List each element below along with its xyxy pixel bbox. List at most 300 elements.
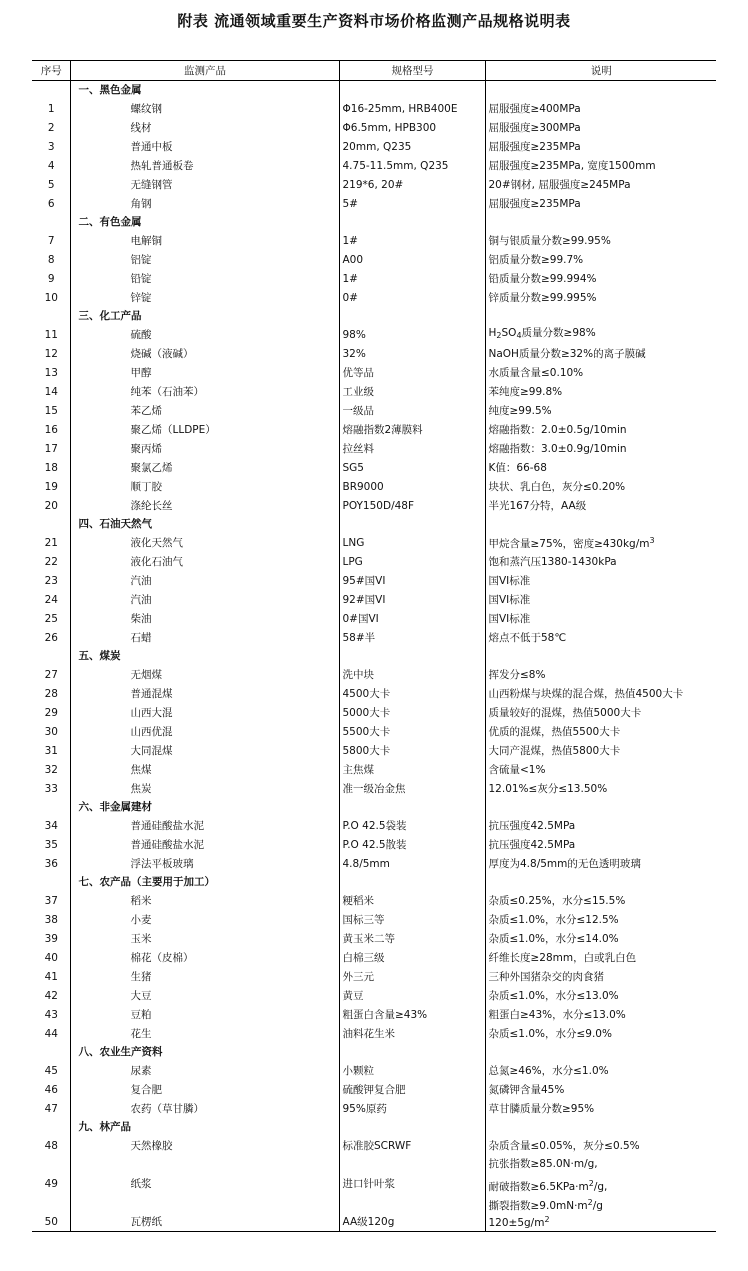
spec-value: 0#国VI [339, 609, 485, 628]
table-row [32, 835, 716, 854]
spec-value: 95%原药 [339, 1099, 485, 1118]
spec-value: 工业级 [339, 382, 485, 401]
subscript: 4 [516, 331, 522, 340]
description: 挥发分≤8% [485, 665, 716, 684]
table-row [32, 779, 716, 798]
desc-part: 撕裂指数≥9.0mN·m [488, 1200, 588, 1212]
description: 块状、乳白色，灰分≤0.20% [485, 477, 716, 496]
spec-cell [339, 647, 485, 665]
spec-table [32, 60, 716, 1232]
table-row [32, 401, 716, 420]
description: 纤维长度≥28mm，白或乳白色 [485, 948, 716, 967]
product-name: 普通硅酸盐水泥 [70, 835, 339, 854]
table-row [32, 439, 716, 458]
row-number: 29 [44, 706, 58, 719]
desc-part: 甲烷含量≥75%，密度≥430kg/m [488, 538, 650, 550]
product-name: 液化石油气 [70, 552, 339, 571]
spec-value: 进口针叶浆 [339, 1155, 485, 1212]
description: 屈服强度≥235MPa [485, 137, 716, 156]
product-name: 螺纹钢 [70, 99, 339, 118]
desc-part: 120±5g/m [488, 1217, 545, 1229]
row-number: 48 [44, 1139, 58, 1152]
description-line: 抗张指数≥85.0N·m/g, [488, 1158, 598, 1170]
product-name: 大同混煤 [70, 741, 339, 760]
table-row [32, 496, 716, 515]
row-number: 35 [44, 838, 58, 851]
superscript: 3 [649, 536, 655, 545]
row-number-cell [32, 81, 70, 100]
description: 锌质量分数≥99.995% [485, 288, 716, 307]
table-row [32, 1099, 716, 1118]
table-row [32, 854, 716, 873]
description: 屈服强度≥235MPa [485, 194, 716, 213]
table-row [32, 1080, 716, 1099]
product-name: 铅锭 [70, 269, 339, 288]
row-number: 42 [44, 989, 58, 1002]
product-name: 小麦 [70, 910, 339, 929]
category-label: 三、化工产品 [70, 307, 339, 325]
description: 国VI标准 [485, 609, 716, 628]
description: 杂质≤0.25%，水分≤15.5% [485, 891, 716, 910]
category-row [32, 515, 716, 533]
row-number: 7 [47, 234, 55, 247]
superscript: 2 [544, 1215, 550, 1224]
desc-cell [485, 873, 716, 891]
product-name: 山西优混 [70, 722, 339, 741]
table-row [32, 628, 716, 647]
spec-value: 0# [339, 288, 485, 307]
description: 厚度为4.8/5mm的无色透明玻璃 [485, 854, 716, 873]
table-row [32, 250, 716, 269]
desc-cell [485, 81, 716, 100]
spec-value: 32% [339, 344, 485, 363]
spec-value: 1# [339, 231, 485, 250]
row-number: 47 [44, 1102, 58, 1115]
spec-value: 4.75-11.5mm, Q235 [339, 156, 485, 175]
product-name: 柴油 [70, 609, 339, 628]
category-label: 一、黑色金属 [70, 81, 339, 100]
description: 草甘膦质量分数≥95% [485, 1099, 716, 1118]
header-spec: 规格型号 [339, 61, 485, 81]
spec-cell [339, 213, 485, 231]
description: 铅质量分数≥99.994% [485, 269, 716, 288]
desc-cell [485, 307, 716, 325]
table-row [32, 590, 716, 609]
spec-value: 白棉三级 [339, 948, 485, 967]
header-no: 序号 [32, 61, 70, 81]
category-row [32, 307, 716, 325]
product-name: 电解铜 [70, 231, 339, 250]
category-label: 五、煤炭 [70, 647, 339, 665]
description: 半光167分特，AA级 [485, 496, 716, 515]
row-number-cell [32, 1043, 70, 1061]
superscript: 2 [588, 1179, 594, 1188]
row-number: 3 [47, 140, 55, 153]
row-number: 17 [44, 442, 58, 455]
description: 氮磷钾含量45% [485, 1080, 716, 1099]
description: 杂质≤1.0%，水分≤13.0% [485, 986, 716, 1005]
product-name: 天然橡胶 [70, 1136, 339, 1155]
table-row [32, 665, 716, 684]
description: 纯度≥99.5% [485, 401, 716, 420]
spec-value: 5500大卡 [339, 722, 485, 741]
desc-cell [485, 1118, 716, 1136]
product-name: 硫酸 [70, 325, 339, 344]
spec-value: 国标三等 [339, 910, 485, 929]
desc-part: 耐破指数≥6.5KPa·m [488, 1181, 589, 1193]
spec-value: 优等品 [339, 363, 485, 382]
description: 饱和蒸汽压1380-1430kPa [485, 552, 716, 571]
row-number: 5 [47, 178, 55, 191]
spec-value: 95#国VI [339, 571, 485, 590]
spec-value: 5000大卡 [339, 703, 485, 722]
table-row [32, 760, 716, 779]
description: 含硫量<1% [485, 760, 716, 779]
spec-value: 219*6, 20# [339, 175, 485, 194]
row-number: 2 [47, 121, 55, 134]
description: NaOH质量分数≥32%的离子膜碱 [485, 344, 716, 363]
product-name: 锌锭 [70, 288, 339, 307]
description [485, 1212, 716, 1232]
row-number: 33 [44, 782, 58, 795]
product-name: 无烟煤 [70, 665, 339, 684]
product-name: 农药（草甘膦） [70, 1099, 339, 1118]
row-number: 39 [44, 932, 58, 945]
row-number: 6 [47, 197, 55, 210]
product-name: 角钢 [70, 194, 339, 213]
row-number: 12 [44, 347, 58, 360]
desc-part: /g [592, 1200, 603, 1212]
product-name: 汽油 [70, 590, 339, 609]
spec-value: 5# [339, 194, 485, 213]
category-row [32, 647, 716, 665]
spec-cell [339, 873, 485, 891]
description: 抗压强度42.5MPa [485, 835, 716, 854]
description: 杂质≤1.0%，水分≤14.0% [485, 929, 716, 948]
table-row [32, 816, 716, 835]
row-number: 40 [44, 951, 58, 964]
row-number: 10 [44, 291, 58, 304]
product-name: 纯苯（石油苯） [70, 382, 339, 401]
header-product: 监测产品 [70, 61, 339, 81]
description: 质量较好的混煤，热值5000大卡 [485, 703, 716, 722]
spec-value: A00 [339, 250, 485, 269]
product-name: 聚氯乙烯 [70, 458, 339, 477]
desc-part: 质量分数≥98% [521, 327, 596, 339]
product-name: 石蜡 [70, 628, 339, 647]
table-row [32, 609, 716, 628]
row-number: 36 [44, 857, 58, 870]
product-name: 纸浆 [70, 1155, 339, 1212]
description-line [489, 1193, 715, 1212]
product-name: 热轧普通板卷 [70, 156, 339, 175]
category-label: 六、非金属建材 [70, 798, 339, 816]
spec-value: Φ16-25mm, HRB400E [339, 99, 485, 118]
table-row [32, 552, 716, 571]
desc-cell [485, 647, 716, 665]
category-label: 二、有色金属 [70, 213, 339, 231]
row-number: 46 [44, 1083, 58, 1096]
spec-value: 1# [339, 269, 485, 288]
description: 苯纯度≥99.8% [485, 382, 716, 401]
table-row [32, 1024, 716, 1043]
table-row [32, 175, 716, 194]
row-number: 24 [44, 593, 58, 606]
product-name: 大豆 [70, 986, 339, 1005]
table-row [32, 194, 716, 213]
desc-cell [485, 798, 716, 816]
row-number: 22 [44, 555, 58, 568]
desc-part: SO [501, 327, 517, 339]
spec-value: 4500大卡 [339, 684, 485, 703]
category-label: 四、石油天然气 [70, 515, 339, 533]
row-number: 14 [44, 385, 58, 398]
table-row [32, 1136, 716, 1155]
table-row [32, 891, 716, 910]
table-row [32, 269, 716, 288]
header-row [32, 61, 716, 81]
table-row [32, 231, 716, 250]
product-name: 铝锭 [70, 250, 339, 269]
description: 大同产混煤，热值5800大卡 [485, 741, 716, 760]
product-name: 焦煤 [70, 760, 339, 779]
row-number: 4 [47, 159, 55, 172]
spec-value: SG5 [339, 458, 485, 477]
superscript: 2 [587, 1198, 593, 1207]
product-name: 玉米 [70, 929, 339, 948]
product-name: 线材 [70, 118, 339, 137]
category-label: 七、农产品（主要用于加工） [70, 873, 339, 891]
description: 粗蛋白≥43%，水分≤13.0% [485, 1005, 716, 1024]
spec-value: 标准胶SCRWF [339, 1136, 485, 1155]
spec-value: 外三元 [339, 967, 485, 986]
spec-value: 黄玉米二等 [339, 929, 485, 948]
product-name: 尿素 [70, 1061, 339, 1080]
description: 屈服强度≥300MPa [485, 118, 716, 137]
table-row [32, 929, 716, 948]
desc-part: /g, [593, 1181, 608, 1193]
product-name: 浮法平板玻璃 [70, 854, 339, 873]
product-name: 花生 [70, 1024, 339, 1043]
description-line [489, 1174, 715, 1193]
row-number: 19 [44, 480, 58, 493]
spec-value: 58#半 [339, 628, 485, 647]
product-name: 普通中板 [70, 137, 339, 156]
spec-cell [339, 307, 485, 325]
description: 国VI标准 [485, 590, 716, 609]
row-number-cell [32, 798, 70, 816]
spec-value: 5800大卡 [339, 741, 485, 760]
product-name: 复合肥 [70, 1080, 339, 1099]
description: 山西粉煤与块煤的混合煤，热值4500大卡 [485, 684, 716, 703]
spec-cell [339, 798, 485, 816]
spec-cell [339, 515, 485, 533]
row-number-cell [32, 213, 70, 231]
table-row [32, 99, 716, 118]
spec-value: 洗中块 [339, 665, 485, 684]
header-desc: 说明 [485, 61, 716, 81]
spec-value: 20mm, Q235 [339, 137, 485, 156]
table-row [32, 533, 716, 552]
row-number-cell [32, 647, 70, 665]
spec-value: 98% [339, 325, 485, 344]
spec-value: 小颗粒 [339, 1061, 485, 1080]
spec-value: Φ6.5mm, HPB300 [339, 118, 485, 137]
category-label: 九、林产品 [70, 1118, 339, 1136]
description [485, 325, 716, 344]
row-number: 8 [47, 253, 55, 266]
spec-value: POY150D/48F [339, 496, 485, 515]
description: K值：66-68 [485, 458, 716, 477]
description: 抗压强度42.5MPa [485, 816, 716, 835]
product-name: 甲醇 [70, 363, 339, 382]
row-number: 23 [44, 574, 58, 587]
table-row [32, 741, 716, 760]
row-number-cell [32, 1118, 70, 1136]
description: 杂质≤1.0%，水分≤12.5% [485, 910, 716, 929]
product-name: 普通硅酸盐水泥 [70, 816, 339, 835]
spec-value: LNG [339, 533, 485, 552]
category-row [32, 873, 716, 891]
spec-value: 拉丝料 [339, 439, 485, 458]
spec-cell [339, 81, 485, 100]
desc-cell [485, 515, 716, 533]
spec-value: P.O 42.5散装 [339, 835, 485, 854]
table-row [32, 986, 716, 1005]
row-number-cell [32, 307, 70, 325]
table-row [32, 684, 716, 703]
description: 三种外国猪杂交的肉食猪 [485, 967, 716, 986]
description: 杂质≤1.0%，水分≤9.0% [485, 1024, 716, 1043]
spec-value: 硫酸钾复合肥 [339, 1080, 485, 1099]
spec-value: 黄豆 [339, 986, 485, 1005]
category-row [32, 81, 716, 100]
description: 铜与银质量分数≥99.95% [485, 231, 716, 250]
description: 20#钢材, 屈服强度≥245MPa [485, 175, 716, 194]
row-number: 43 [44, 1008, 58, 1021]
row-number: 37 [44, 894, 58, 907]
spec-value: 92#国VI [339, 590, 485, 609]
row-number: 49 [44, 1177, 58, 1190]
spec-value: 一级品 [339, 401, 485, 420]
row-number-cell [32, 873, 70, 891]
description: 铝质量分数≥99.7% [485, 250, 716, 269]
row-number-cell [32, 515, 70, 533]
description: 熔融指数：2.0±0.5g/10min [485, 420, 716, 439]
product-name: 液化天然气 [70, 533, 339, 552]
spec-value: 准一级冶金焦 [339, 779, 485, 798]
spec-value: 粳稻米 [339, 891, 485, 910]
page-title: 附表 流通领域重要生产资料市场价格监测产品规格说明表 [177, 12, 571, 30]
subscript: 2 [496, 331, 502, 340]
category-row [32, 213, 716, 231]
row-number: 15 [44, 404, 58, 417]
table-row [32, 477, 716, 496]
spec-value: 主焦煤 [339, 760, 485, 779]
table-row [32, 325, 716, 344]
description: 屈服强度≥400MPa [485, 99, 716, 118]
table-row [32, 571, 716, 590]
spec-value: 熔融指数2薄膜料 [339, 420, 485, 439]
product-name: 涤纶长丝 [70, 496, 339, 515]
row-number: 13 [44, 366, 58, 379]
desc-cell [485, 213, 716, 231]
product-name: 焦炭 [70, 779, 339, 798]
spec-value: 4.8/5mm [339, 854, 485, 873]
spec-value: LPG [339, 552, 485, 571]
row-number: 31 [44, 744, 58, 757]
row-number: 25 [44, 612, 58, 625]
table-row [32, 118, 716, 137]
description: 水质量含量≤0.10% [485, 363, 716, 382]
description: 总氮≥46%，水分≤1.0% [485, 1061, 716, 1080]
row-number: 41 [44, 970, 58, 983]
spec-cell [339, 1118, 485, 1136]
table-row [32, 948, 716, 967]
spec-value: 粗蛋白含量≥43% [339, 1005, 485, 1024]
table-row [32, 910, 716, 929]
spec-value: BR9000 [339, 477, 485, 496]
category-row [32, 798, 716, 816]
spec-cell [339, 1043, 485, 1061]
table-row [32, 288, 716, 307]
spec-value: P.O 42.5袋装 [339, 816, 485, 835]
table-row [32, 382, 716, 401]
row-number: 30 [44, 725, 58, 738]
category-row [32, 1118, 716, 1136]
row-number: 18 [44, 461, 58, 474]
product-name: 豆粕 [70, 1005, 339, 1024]
product-name: 生猪 [70, 967, 339, 986]
description [485, 533, 716, 552]
table-row [32, 137, 716, 156]
row-number: 11 [44, 328, 58, 341]
row-number: 32 [44, 763, 58, 776]
row-number: 9 [47, 272, 55, 285]
description: 熔融指数：3.0±0.9g/10min [485, 439, 716, 458]
row-number: 50 [32, 1212, 70, 1232]
product-name: 聚乙烯（LLDPE） [70, 420, 339, 439]
table-body [32, 81, 716, 1232]
desc-cell [485, 1043, 716, 1061]
product-name: 无缝钢管 [70, 175, 339, 194]
description [485, 1155, 716, 1212]
table-row [32, 363, 716, 382]
category-label: 八、农业生产资料 [70, 1043, 339, 1061]
description: 优质的混煤，热值5500大卡 [485, 722, 716, 741]
description: 国VI标准 [485, 571, 716, 590]
spec-value: AA级120g [339, 1212, 485, 1232]
row-number: 21 [44, 536, 58, 549]
description: 12.01%≤灰分≤13.50% [485, 779, 716, 798]
table-row [32, 420, 716, 439]
spec-value: 油料花生米 [339, 1024, 485, 1043]
product-name: 山西大混 [70, 703, 339, 722]
product-name: 瓦楞纸 [70, 1212, 339, 1232]
product-name: 苯乙烯 [70, 401, 339, 420]
description: 屈服强度≥235MPa, 宽度1500mm [485, 156, 716, 175]
row-number: 26 [44, 631, 58, 644]
row-number: 27 [44, 668, 58, 681]
product-name: 棉花（皮棉） [70, 948, 339, 967]
row-number: 44 [44, 1027, 58, 1040]
product-name: 稻米 [70, 891, 339, 910]
table-row [32, 458, 716, 477]
description: 熔点不低于58℃ [485, 628, 716, 647]
product-name: 聚丙烯 [70, 439, 339, 458]
table-row [32, 344, 716, 363]
table-row [32, 722, 716, 741]
